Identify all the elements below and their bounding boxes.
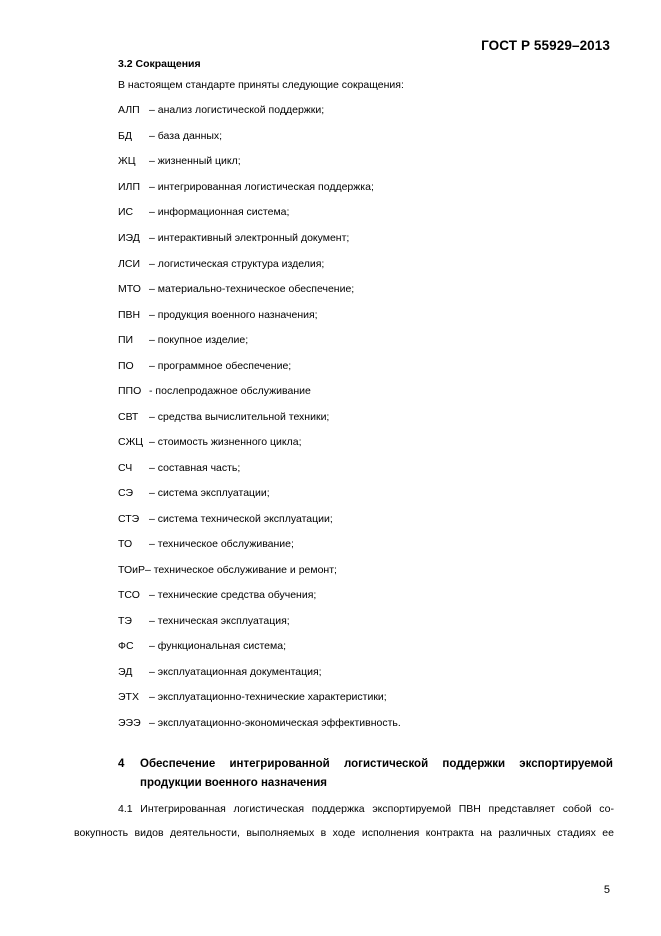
abbreviation-term: СЧ: [118, 462, 133, 474]
abbreviation-definition: – продукция военного назначения;: [149, 309, 318, 321]
section-heading: [118, 755, 613, 793]
abbreviation-term: АЛП: [118, 104, 140, 116]
abbreviation-term: ТОиР: [118, 564, 145, 576]
abbreviation-term: СВТ: [118, 411, 139, 423]
abbreviation-term: ИЛП: [118, 181, 140, 193]
abbreviation-row: [118, 513, 333, 525]
page-number: 5: [603, 884, 610, 896]
abbreviation-definition: – техническое обслуживание и ремонт;: [144, 564, 337, 576]
abbreviation-definition: – интерактивный электронный документ;: [149, 232, 350, 244]
abbreviation-row: [118, 283, 354, 295]
paragraph-line: 4.1 Интегрированная логистическая поддержка экспортируемой ПВН представляет собой со-: [118, 803, 614, 815]
abbreviation-definition: - послепродажное обслуживание: [149, 385, 311, 397]
abbreviation-definition: – интегрированная логистическая поддержка;: [149, 181, 374, 193]
abbreviation-row: [118, 385, 311, 397]
abbreviation-row: [118, 564, 337, 576]
abbreviation-term: ТСО: [118, 589, 140, 601]
abbreviation-term: ППО: [118, 385, 142, 397]
abbreviation-definition: – жизненный цикл;: [149, 155, 241, 167]
abbreviation-definition: – программное обеспечение;: [149, 360, 292, 372]
abbreviation-term: СТЭ: [118, 513, 140, 525]
abbreviation-definition: – материально-техническое обеспечение;: [149, 283, 355, 295]
abbreviation-row: [118, 717, 401, 729]
abbreviation-term: СЖЦ: [118, 436, 144, 448]
abbreviation-definition: – покупное изделие;: [149, 334, 249, 346]
abbreviation-row: [118, 104, 324, 116]
abbreviation-definition: – технические средства обучения;: [149, 589, 317, 601]
abbreviation-row: [118, 462, 240, 474]
abbreviation-row: [118, 155, 241, 167]
abbreviation-row: [118, 232, 349, 244]
subsection-title: 3.2 Сокращения: [118, 58, 201, 70]
abbreviation-term: ПИ: [118, 334, 134, 346]
abbreviation-term: ЖЦ: [118, 155, 136, 167]
abbreviation-definition: – средства вычислительной техники;: [149, 411, 330, 423]
abbreviation-term: ПО: [118, 360, 134, 372]
abbreviation-definition: – база данных;: [149, 130, 223, 142]
abbreviation-row: [118, 181, 374, 193]
abbreviation-term: ЭД: [118, 666, 133, 678]
abbreviation-definition: – эксплуатационно-технические характеристики;: [149, 691, 387, 703]
section-number: 4: [118, 758, 125, 770]
abbreviation-row: [118, 615, 290, 627]
abbreviation-row: [118, 640, 286, 652]
abbreviation-term: ИС: [118, 206, 134, 218]
abbreviation-row: [118, 538, 294, 550]
abbreviation-definition: – составная часть;: [149, 462, 241, 474]
abbreviation-row: [118, 666, 322, 678]
abbreviation-definition: – стоимость жизненного цикла;: [149, 436, 302, 448]
abbreviation-row: [118, 436, 302, 448]
abbreviation-term: ЭЭЭ: [118, 717, 141, 729]
abbreviation-term: ИЭД: [118, 232, 140, 244]
abbreviation-term: ТО: [118, 538, 133, 550]
subsection-intro: В настоящем стандарте приняты следующие сокращения:: [118, 79, 404, 91]
abbreviation-row: [118, 206, 289, 218]
abbreviation-definition: – эксплуатационная документация;: [149, 666, 322, 678]
abbreviation-definition: – техническое обслуживание;: [149, 538, 294, 550]
abbreviation-term: ЛСИ: [118, 258, 141, 270]
abbreviation-definition: – анализ логистической поддержки;: [149, 104, 325, 116]
abbreviation-definition: – информационная система;: [149, 206, 290, 218]
body-paragraph: [74, 797, 614, 845]
abbreviation-term: БД: [118, 130, 133, 142]
abbreviation-row: [118, 360, 291, 372]
document-number: ГОСТ Р 55929–2013: [481, 38, 610, 53]
abbreviation-definition: – эксплуатационно-экономическая эффективность.: [149, 717, 401, 729]
abbreviation-row: [118, 691, 387, 703]
abbreviation-row: [118, 334, 248, 346]
abbreviation-definition: – логистическая структура изделия;: [149, 258, 325, 270]
abbreviation-term: ФС: [118, 640, 134, 652]
abbreviation-definition: – функциональная система;: [149, 640, 286, 652]
abbreviation-row: [118, 258, 324, 270]
abbreviation-term: СЭ: [118, 487, 134, 499]
abbreviation-row: [118, 130, 222, 142]
abbreviation-term: МТО: [118, 283, 141, 295]
abbreviation-term: ЭТХ: [118, 691, 139, 703]
abbreviation-row: [118, 487, 270, 499]
abbreviation-row: [118, 589, 316, 601]
section-title: Обеспечение интегрированной логистической поддержки экспортируемой продукции военного назначения: [140, 758, 613, 789]
abbreviation-row: [118, 411, 329, 423]
abbreviation-term: ТЭ: [118, 615, 132, 627]
abbreviation-definition: – система эксплуатации;: [149, 487, 270, 499]
paragraph-line: вокупность видов деятельности, выполняемых в ходе исполнения контракта на различных стадиях ее: [74, 827, 614, 839]
abbreviation-term: ПВН: [118, 309, 141, 321]
abbreviation-row: [118, 309, 318, 321]
abbreviation-definition: – система технической эксплуатации;: [149, 513, 333, 525]
abbreviation-definition: – техническая эксплуатация;: [149, 615, 290, 627]
